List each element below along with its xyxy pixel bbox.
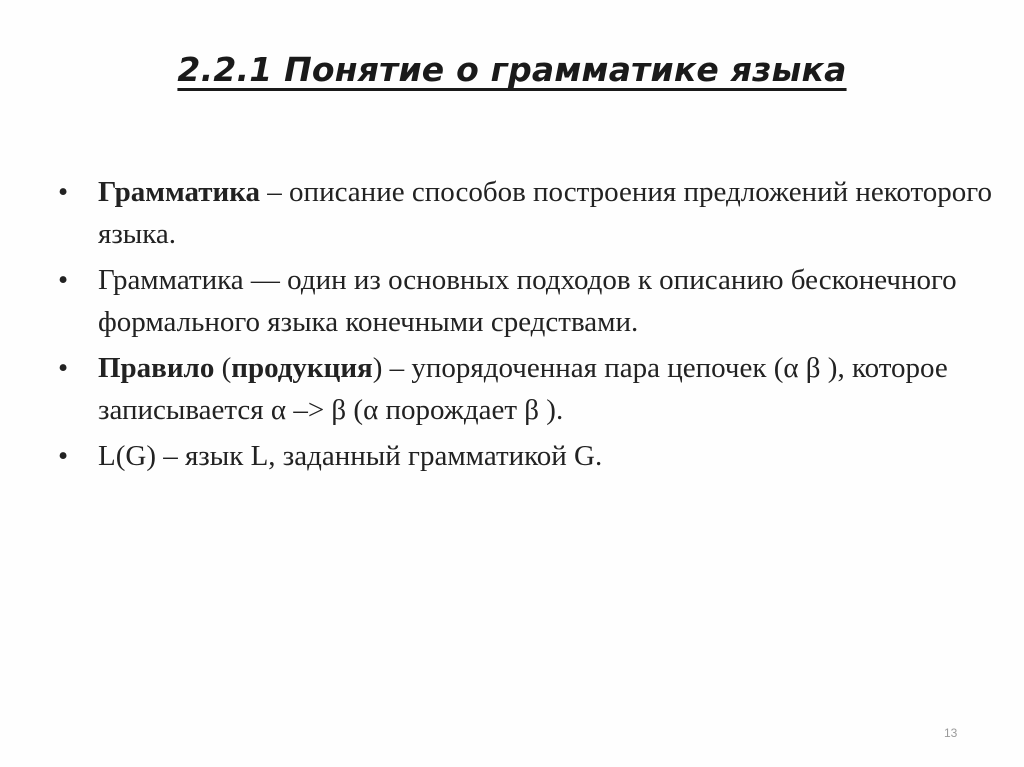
bullet-text: ) – упорядоченная пара цепочек (α β ), которое записывается α –> β (α порождает β ).: [98, 352, 948, 426]
bullet-text: – описание способов построения предложений некоторого языка.: [98, 176, 992, 250]
bullet-list: [58, 171, 998, 481]
bullet-item: [58, 347, 998, 431]
slide-title-text: 2.2.1 Понятие о грамматике языка: [177, 50, 847, 89]
bullet-icon: •: [58, 176, 69, 208]
bullet-term: Правило: [98, 352, 215, 384]
bullet-paren: (: [214, 352, 232, 384]
bullet-icon: •: [58, 352, 69, 384]
bullet-text: Грамматика — один из основных подходов к описанию бесконечного формального языка конечными средствами.: [98, 264, 957, 338]
page-number: 13: [944, 726, 958, 740]
bullet-icon: •: [58, 264, 69, 296]
bullet-item: [58, 171, 998, 255]
bullet-term: Грамматика: [98, 176, 261, 208]
slide-title: [0, 50, 1024, 89]
bullet-term-secondary: продукция: [231, 352, 373, 384]
bullet-icon: •: [58, 440, 69, 472]
bullet-item: [58, 435, 998, 477]
bullet-text: L(G) – язык L, заданный грамматикой G.: [98, 440, 603, 472]
bullet-item: [58, 259, 998, 343]
